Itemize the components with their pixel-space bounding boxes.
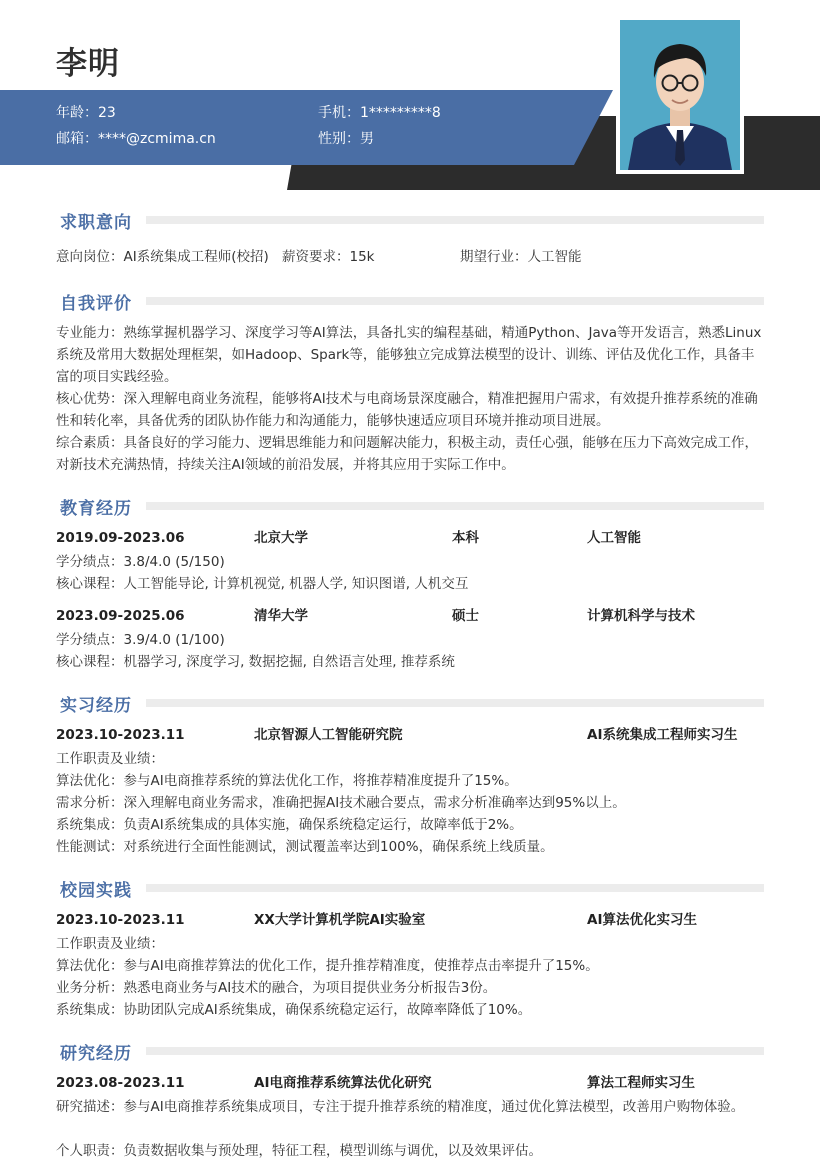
internship-line: 需求分析：深入理解电商业务需求，准确把握AI技术融合要点，需求分析准确率达到95%以上。: [56, 795, 626, 811]
education-entry-header: [56, 605, 766, 627]
self-evaluation-qualities: 综合素质：具备良好的学习能力、逻辑思维能力和问题解决能力，积极主动，责任心强，能够在压力下高效完成工作，对新技术充满热情，持续关注AI领域的前沿发展，并将其应用于实际工作中。: [56, 435, 758, 473]
section-divider: [146, 502, 764, 510]
campus-line: 算法优化：参与AI电商推荐算法的优化工作，提升推荐精准度，使推荐点击率提升了15%。: [56, 958, 599, 974]
section-divider: [146, 884, 764, 892]
profile-photo-image: [620, 20, 740, 170]
email-text: 邮箱：****@zcmima.cn: [56, 131, 216, 147]
research-role: 算法工程师实习生: [587, 1075, 695, 1091]
research-entry-header: [56, 1072, 766, 1094]
intent-salary: 薪资要求：15k: [282, 249, 375, 265]
research-description: 研究描述：参与AI电商推荐系统集成项目，专注于提升推荐系统的精准度，通过优化算法模型，改善用户购物体验。: [56, 1099, 745, 1115]
education-entry-header: [56, 527, 766, 549]
campus-organization: XX大学计算机学院AI实验室: [254, 912, 426, 928]
section-divider: [146, 1047, 764, 1055]
profile-photo: [616, 16, 744, 174]
section-title: 校园实践: [60, 881, 132, 901]
candidate-name: 李明: [56, 46, 120, 82]
education-period: 2019.09-2023.06: [56, 530, 185, 546]
self-evaluation-strengths: 核心优势：深入理解电商业务流程，能够将AI技术与电商场景深度融合，精准把握用户需求，有效提升推荐系统的准确性和转化率，具备优秀的团队协作能力和沟通能力，能够快速适应项目环境并推动项目进展。: [56, 391, 758, 429]
section-title: 求职意向: [60, 213, 132, 233]
section-title: 研究经历: [60, 1044, 132, 1064]
person-portrait-icon: [620, 20, 740, 170]
section-header-education: [56, 494, 764, 518]
education-major: 计算机科学与技术: [587, 608, 695, 624]
section-divider: [146, 216, 764, 224]
phone-text: 手机：1*********8: [318, 105, 441, 121]
campus-period: 2023.10-2023.11: [56, 912, 185, 928]
section-divider: [146, 297, 764, 305]
section-header-campus: [56, 876, 764, 900]
research-period: 2023.08-2023.11: [56, 1075, 185, 1091]
self-evaluation-professional: 专业能力：熟练掌握机器学习、深度学习等AI算法，具备扎实的编程基础，精通Python、Java等开发语言，熟悉Linux系统及常用大数据处理框架，如Hadoop、Spark等，能够独立完成算法模型的设计、训练、评估及优化工作，具备丰富的项目实践经验。: [56, 325, 762, 385]
education-school: 清华大学: [254, 608, 308, 624]
campus-line: 工作职责及业绩：: [56, 936, 164, 952]
education-courses: 核心课程：人工智能导论, 计算机视觉, 机器人学, 知识图谱, 人机交互: [56, 576, 469, 592]
education-school: 北京大学: [254, 530, 308, 546]
education-courses: 核心课程：机器学习, 深度学习, 数据挖掘, 自然语言处理, 推荐系统: [56, 654, 455, 670]
campus-line: 系统集成：协助团队完成AI系统集成，确保系统稳定运行，故障率降低了10%。: [56, 1002, 532, 1018]
section-header-self: [56, 289, 764, 313]
section-header-internship: [56, 691, 764, 715]
campus-line: 业务分析：熟悉电商业务与AI技术的融合，为项目提供业务分析报告3份。: [56, 980, 497, 996]
education-major: 人工智能: [587, 530, 641, 546]
internship-entry-header: [56, 724, 766, 746]
research-duty: 个人职责：负责数据收集与预处理，特征工程，模型训练与调优，以及效果评估。: [56, 1143, 542, 1159]
section-title: 教育经历: [60, 499, 132, 519]
education-gpa: 学分绩点：3.9/4.0 (1/100): [56, 632, 225, 648]
campus-role: AI算法优化实习生: [587, 912, 697, 928]
internship-line: 性能测试：对系统进行全面性能测试，测试覆盖率达到100%，确保系统上线质量。: [56, 839, 554, 855]
research-project: AI电商推荐系统算法优化研究: [254, 1075, 432, 1091]
gender-text: 性别：男: [318, 131, 374, 147]
education-gpa: 学分绩点：3.8/4.0 (5/150): [56, 554, 225, 570]
intent-industry: 期望行业：人工智能: [460, 249, 582, 265]
internship-line: 算法优化：参与AI电商推荐系统的算法优化工作，将推荐精准度提升了15%。: [56, 773, 518, 789]
section-header-intent: [56, 208, 764, 232]
internship-line: 工作职责及业绩：: [56, 751, 164, 767]
internship-role: AI系统集成工程师实习生: [587, 727, 738, 743]
section-divider: [146, 699, 764, 707]
age-text: 年龄：23: [56, 105, 116, 121]
internship-organization: 北京智源人工智能研究院: [254, 727, 403, 743]
section-title: 自我评价: [60, 294, 132, 314]
internship-period: 2023.10-2023.11: [56, 727, 185, 743]
education-degree: 硕士: [452, 608, 479, 624]
campus-entry-header: [56, 909, 766, 931]
education-degree: 本科: [452, 530, 479, 546]
intent-position: 意向岗位：AI系统集成工程师(校招): [56, 249, 269, 265]
education-period: 2023.09-2025.06: [56, 608, 185, 624]
section-header-research: [56, 1039, 764, 1063]
section-title: 实习经历: [60, 696, 132, 716]
internship-line: 系统集成：负责AI系统集成的具体实施，确保系统稳定运行，故障率低于2%。: [56, 817, 523, 833]
